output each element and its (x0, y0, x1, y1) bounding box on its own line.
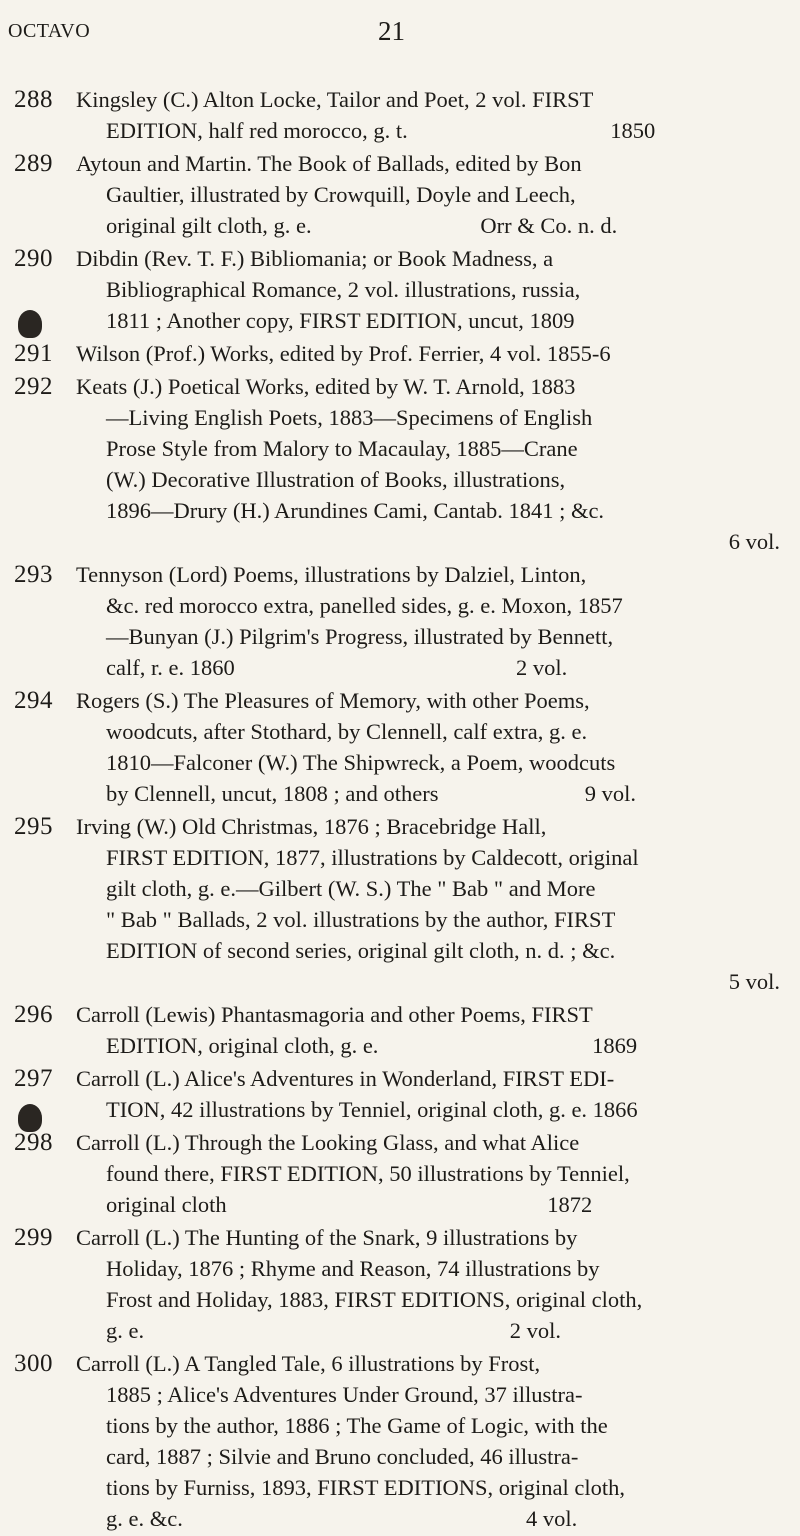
lot-number: 291 (14, 340, 53, 367)
entry-line: tions by Furniss, 1893, FIRST EDITIONS, original cloth, (106, 1475, 625, 1500)
entry-line: Kingsley (C.) Alton Locke, Tailor and Poet, 2 vol. FIRST (76, 87, 594, 112)
entry-line: Rogers (S.) The Pleasures of Memory, with other Poems, (76, 688, 590, 713)
entry-line: Irving (W.) Old Christmas, 1876 ; Bracebridge Hall, (76, 814, 547, 839)
lot-number: 293 (14, 561, 53, 588)
entry-line: TION, 42 illustrations by Tenniel, original cloth, g. e. 1866 (106, 1097, 638, 1122)
entry-line: EDITION, original cloth, g. e. 1869 (106, 1033, 638, 1058)
entry-line: Dibdin (Rev. T. F.) Bibliomania; or Book Madness, a (76, 246, 554, 271)
lot-number: 299 (14, 1224, 53, 1251)
catalogue-entry (0, 148, 800, 241)
entry-line: gilt cloth, g. e.—Gilbert (W. S.) The " Bab " and More (106, 876, 596, 901)
entry-line: Carroll (L.) A Tangled Tale, 6 illustrations by Frost, (76, 1351, 541, 1376)
entry-line: 6 vol. (728, 529, 780, 554)
lot-number: 300 (14, 1350, 53, 1377)
lot-number: 290 (14, 245, 53, 272)
section-title: OCTAVO (8, 20, 91, 42)
catalogue-entry (0, 1063, 800, 1125)
entry-line: woodcuts, after Stothard, by Clennell, calf extra, g. e. (106, 719, 588, 744)
entry-line: calf, r. e. 1860 2 vol. (106, 655, 568, 680)
entry-line: Tennyson (Lord) Poems, illustrations by Dalziel, Linton, (76, 562, 587, 587)
entry-line: Carroll (Lewis) Phantasmagoria and other Poems, FIRST (76, 1002, 593, 1027)
catalogue-entry (0, 685, 800, 809)
catalogue-entry (0, 338, 800, 369)
entry-line: " Bab " Ballads, 2 vol. illustrations by the author, FIRST (106, 907, 616, 932)
entry-line: Carroll (L.) The Hunting of the Snark, 9 illustrations by (76, 1225, 578, 1250)
lot-number: 292 (14, 373, 53, 400)
catalogue-entry (0, 811, 800, 997)
lot-number: 297 (14, 1065, 53, 1092)
page-number: 21 (378, 16, 405, 46)
catalogue-entry (0, 84, 800, 146)
entry-line: Prose Style from Malory to Macaulay, 1885—Crane (106, 436, 578, 461)
catalogue-entry (0, 999, 800, 1061)
entry-line: tions by the author, 1886 ; The Game of Logic, with the (106, 1413, 608, 1438)
entry-line: found there, FIRST EDITION, 50 illustrations by Tenniel, (106, 1161, 630, 1186)
entry-line: 1811 ; Another copy, FIRST EDITION, uncut, 1809 (106, 308, 575, 333)
entry-line: original gilt cloth, g. e. Orr & Co. n. d. (106, 213, 618, 238)
lot-number: 295 (14, 813, 53, 840)
page-header (0, 14, 800, 54)
catalogue-entry (0, 243, 800, 336)
entry-line: g. e. &c. 4 vol. (106, 1506, 578, 1531)
entry-line: Gaultier, illustrated by Crowquill, Doyle and Leech, (106, 182, 576, 207)
entry-line: Bibliographical Romance, 2 vol. illustrations, russia, (106, 277, 581, 302)
lot-number: 289 (14, 150, 53, 177)
entry-line: card, 1887 ; Silvie and Bruno concluded, 46 illustra- (106, 1444, 579, 1469)
entry-line: (W.) Decorative Illustration of Books, illustrations, (106, 467, 566, 492)
entry-line: FIRST EDITION, 1877, illustrations by Caldecott, original (106, 845, 639, 870)
catalogue-entry (0, 559, 800, 683)
entry-line: EDITION of second series, original gilt cloth, n. d. ; &c. (106, 938, 616, 963)
lot-number: 298 (14, 1129, 53, 1156)
entry-line: 1896—Drury (H.) Arundines Cami, Cantab. 1841 ; &c. (106, 498, 605, 523)
entry-line: EDITION, half red morocco, g. t. 1850 (106, 118, 656, 143)
entry-line: Keats (J.) Poetical Works, edited by W. T. Arnold, 1883 (76, 374, 576, 399)
lot-number: 294 (14, 687, 53, 714)
entry-line: 1885 ; Alice's Adventures Under Ground, 37 illustra- (106, 1382, 583, 1407)
entry-line: Wilson (Prof.) Works, edited by Prof. Ferrier, 4 vol. 1855-6 (76, 341, 611, 366)
entry-line: g. e. 2 vol. (106, 1318, 561, 1343)
catalogue-entry (0, 1222, 800, 1346)
entry-line: Carroll (L.) Alice's Adventures in Wonderland, FIRST EDI- (76, 1066, 615, 1091)
entry-line: Holiday, 1876 ; Rhyme and Reason, 74 illustrations by (106, 1256, 600, 1281)
catalogue-entries (0, 84, 800, 1536)
entry-line: 1810—Falconer (W.) The Shipwreck, a Poem, woodcuts (106, 750, 616, 775)
catalogue-entry (0, 371, 800, 557)
catalogue-entry (0, 1127, 800, 1220)
lot-number: 296 (14, 1001, 53, 1028)
entry-line: 5 vol. (728, 969, 780, 994)
lot-number: 288 (14, 86, 53, 113)
entry-line: Aytoun and Martin. The Book of Ballads, edited by Bon (76, 151, 582, 176)
entry-line: Carroll (L.) Through the Looking Glass, and what Alice (76, 1130, 580, 1155)
catalogue-entry (0, 1348, 800, 1534)
entry-line: Frost and Holiday, 1883, FIRST EDITIONS, original cloth, (106, 1287, 643, 1312)
entry-line: original cloth 1872 (106, 1192, 593, 1217)
entry-line: —Living English Poets, 1883—Specimens of English (106, 405, 593, 430)
entry-line: by Clennell, uncut, 1808 ; and others 9 vol. (106, 781, 636, 806)
entry-line: —Bunyan (J.) Pilgrim's Progress, illustrated by Bennett, (106, 624, 614, 649)
entry-line: &c. red morocco extra, panelled sides, g. e. Moxon, 1857 (106, 593, 623, 618)
